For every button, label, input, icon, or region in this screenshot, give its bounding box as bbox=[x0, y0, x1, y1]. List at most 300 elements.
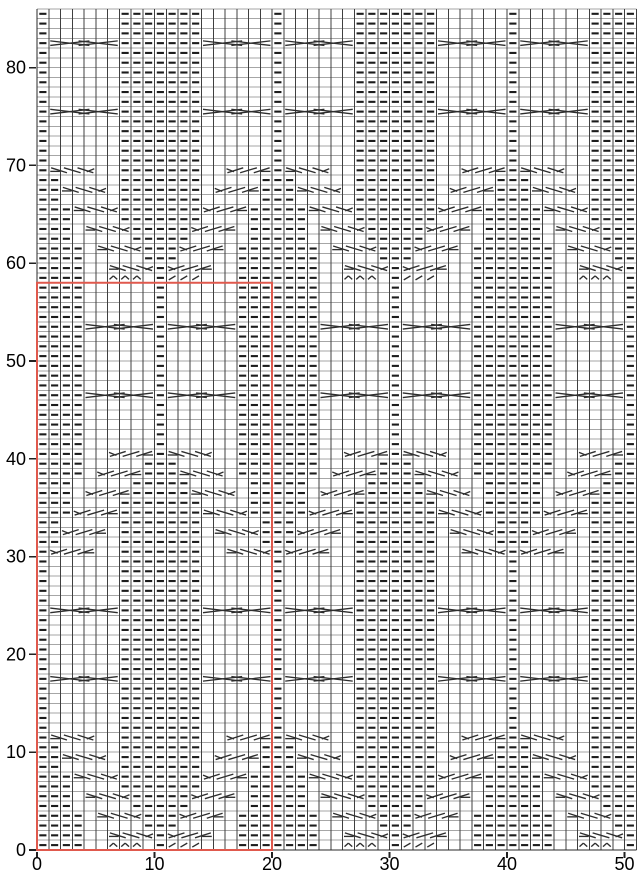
purl-dash bbox=[310, 384, 317, 386]
purl-dash bbox=[39, 277, 46, 279]
purl-dash bbox=[63, 815, 70, 817]
purl-dash bbox=[603, 746, 610, 748]
purl-dash bbox=[415, 639, 422, 641]
purl-dash bbox=[169, 71, 176, 73]
purl-dash bbox=[404, 130, 411, 132]
purl-dash bbox=[392, 208, 399, 210]
purl-dash bbox=[357, 756, 364, 758]
purl-dash bbox=[192, 13, 199, 15]
purl-dash bbox=[169, 52, 176, 54]
purl-dash bbox=[251, 277, 258, 279]
purl-dash bbox=[545, 287, 552, 289]
purl-dash bbox=[39, 697, 46, 699]
purl-dash bbox=[509, 199, 516, 201]
purl-dash bbox=[251, 502, 258, 504]
purl-dash bbox=[404, 208, 411, 210]
purl-dash bbox=[509, 296, 516, 298]
purl-dash bbox=[133, 727, 140, 729]
purl-dash bbox=[180, 629, 187, 631]
purl-dash bbox=[627, 238, 634, 240]
purl-dash bbox=[498, 746, 505, 748]
purl-dash bbox=[157, 717, 164, 719]
purl-dash bbox=[521, 541, 528, 543]
purl-dash bbox=[157, 355, 164, 357]
purl-dash bbox=[274, 805, 281, 807]
purl-dash bbox=[251, 365, 258, 367]
purl-dash bbox=[509, 238, 516, 240]
purl-dash bbox=[404, 717, 411, 719]
purl-dash bbox=[545, 296, 552, 298]
purl-dash bbox=[545, 453, 552, 455]
purl-dash bbox=[521, 844, 528, 846]
purl-dash bbox=[51, 316, 58, 318]
purl-dash bbox=[627, 844, 634, 846]
purl-dash bbox=[509, 394, 516, 396]
purl-dash bbox=[521, 492, 528, 494]
purl-dash bbox=[145, 179, 152, 181]
purl-dash bbox=[368, 560, 375, 562]
purl-dash bbox=[169, 150, 176, 152]
purl-dash bbox=[486, 492, 493, 494]
purl-dash bbox=[75, 424, 82, 426]
purl-dash bbox=[627, 746, 634, 748]
purl-dash bbox=[545, 472, 552, 474]
purl-dash bbox=[533, 218, 540, 220]
purl-dash bbox=[627, 727, 634, 729]
purl-dash bbox=[274, 238, 281, 240]
purl-dash bbox=[380, 23, 387, 25]
purl-dash bbox=[263, 776, 270, 778]
purl-dash bbox=[274, 159, 281, 161]
purl-dash bbox=[368, 42, 375, 44]
purl-dash bbox=[509, 140, 516, 142]
purl-dash bbox=[615, 707, 622, 709]
purl-dash bbox=[427, 600, 434, 602]
purl-dash bbox=[521, 375, 528, 377]
purl-dash bbox=[145, 541, 152, 543]
purl-dash bbox=[545, 326, 552, 328]
purl-dash bbox=[298, 296, 305, 298]
purl-dash bbox=[404, 560, 411, 562]
purl-dash bbox=[39, 23, 46, 25]
purl-dash bbox=[133, 101, 140, 103]
purl-dash bbox=[274, 23, 281, 25]
purl-dash bbox=[627, 101, 634, 103]
purl-dash bbox=[251, 316, 258, 318]
purl-dash bbox=[180, 62, 187, 64]
purl-dash bbox=[169, 668, 176, 670]
purl-dash bbox=[39, 296, 46, 298]
purl-dash bbox=[474, 834, 481, 836]
purl-dash bbox=[263, 756, 270, 758]
purl-dash bbox=[39, 639, 46, 641]
purl-dash bbox=[509, 345, 516, 347]
purl-dash bbox=[545, 375, 552, 377]
purl-dash bbox=[615, 825, 622, 827]
purl-dash bbox=[627, 688, 634, 690]
purl-dash bbox=[169, 707, 176, 709]
purl-dash bbox=[157, 140, 164, 142]
purl-dash bbox=[392, 570, 399, 572]
purl-dash bbox=[509, 580, 516, 582]
purl-dash bbox=[274, 717, 281, 719]
purl-dash bbox=[368, 756, 375, 758]
purl-dash bbox=[51, 541, 58, 543]
purl-dash bbox=[615, 756, 622, 758]
purl-dash bbox=[157, 316, 164, 318]
purl-dash bbox=[169, 13, 176, 15]
purl-dash bbox=[63, 785, 70, 787]
purl-dash bbox=[357, 130, 364, 132]
purl-dash bbox=[427, 111, 434, 113]
purl-dash bbox=[592, 600, 599, 602]
purl-dash bbox=[263, 316, 270, 318]
purl-dash bbox=[145, 199, 152, 201]
purl-dash bbox=[310, 355, 317, 357]
purl-dash bbox=[404, 658, 411, 660]
purl-dash bbox=[180, 609, 187, 611]
purl-dash bbox=[263, 404, 270, 406]
purl-dash bbox=[603, 551, 610, 553]
purl-dash bbox=[286, 375, 293, 377]
purl-dash bbox=[251, 375, 258, 377]
purl-dash bbox=[263, 267, 270, 269]
purl-dash bbox=[157, 169, 164, 171]
purl-dash bbox=[157, 472, 164, 474]
purl-dash bbox=[509, 433, 516, 435]
purl-dash bbox=[263, 179, 270, 181]
purl-dash bbox=[404, 502, 411, 504]
purl-dash bbox=[603, 717, 610, 719]
purl-dash bbox=[169, 257, 176, 259]
purl-dash bbox=[169, 472, 176, 474]
purl-dash bbox=[63, 394, 70, 396]
purl-dash bbox=[286, 453, 293, 455]
purl-dash bbox=[368, 697, 375, 699]
purl-dash bbox=[75, 404, 82, 406]
purl-dash bbox=[192, 32, 199, 34]
purl-dash bbox=[122, 727, 129, 729]
purl-dash bbox=[627, 414, 634, 416]
purl-dash bbox=[274, 492, 281, 494]
purl-dash bbox=[592, 120, 599, 122]
purl-dash bbox=[157, 668, 164, 670]
purl-dash bbox=[239, 834, 246, 836]
purl-dash bbox=[145, 521, 152, 523]
purl-dash bbox=[415, 111, 422, 113]
purl-dash bbox=[39, 746, 46, 748]
purl-dash bbox=[392, 776, 399, 778]
purl-dash bbox=[498, 541, 505, 543]
purl-dash bbox=[274, 13, 281, 15]
purl-dash bbox=[39, 678, 46, 680]
purl-dash bbox=[509, 424, 516, 426]
purl-dash bbox=[427, 648, 434, 650]
purl-dash bbox=[427, 658, 434, 660]
purl-dash bbox=[263, 424, 270, 426]
purl-dash bbox=[239, 472, 246, 474]
purl-dash bbox=[39, 159, 46, 161]
purl-dash bbox=[357, 208, 364, 210]
purl-dash bbox=[627, 834, 634, 836]
purl-dash bbox=[415, 795, 422, 797]
purl-dash bbox=[392, 394, 399, 396]
purl-dash bbox=[392, 120, 399, 122]
purl-dash bbox=[380, 463, 387, 465]
purl-dash bbox=[404, 71, 411, 73]
purl-dash bbox=[63, 825, 70, 827]
purl-dash bbox=[474, 336, 481, 338]
purl-dash bbox=[274, 208, 281, 210]
purl-dash bbox=[615, 247, 622, 249]
purl-dash bbox=[51, 218, 58, 220]
purl-dash bbox=[145, 648, 152, 650]
purl-dash bbox=[122, 717, 129, 719]
purl-dash bbox=[392, 482, 399, 484]
purl-dash bbox=[380, 169, 387, 171]
purl-dash bbox=[427, 707, 434, 709]
purl-dash bbox=[169, 81, 176, 83]
purl-dash bbox=[145, 472, 152, 474]
purl-dash bbox=[486, 384, 493, 386]
purl-dash bbox=[298, 404, 305, 406]
purl-dash bbox=[509, 404, 516, 406]
purl-dash bbox=[169, 120, 176, 122]
purl-dash bbox=[39, 560, 46, 562]
purl-dash bbox=[474, 453, 481, 455]
purl-dash bbox=[392, 91, 399, 93]
purl-dash bbox=[51, 531, 58, 533]
purl-dash bbox=[533, 257, 540, 259]
purl-dash bbox=[51, 785, 58, 787]
purl-dash bbox=[498, 404, 505, 406]
purl-dash bbox=[145, 101, 152, 103]
purl-dash bbox=[509, 629, 516, 631]
purl-dash bbox=[592, 560, 599, 562]
purl-dash bbox=[380, 512, 387, 514]
purl-dash bbox=[51, 776, 58, 778]
purl-dash bbox=[380, 159, 387, 161]
purl-dash bbox=[368, 590, 375, 592]
purl-dash bbox=[51, 805, 58, 807]
purl-dash bbox=[474, 365, 481, 367]
purl-dash bbox=[415, 101, 422, 103]
purl-dash bbox=[239, 404, 246, 406]
purl-dash bbox=[368, 482, 375, 484]
purl-dash bbox=[286, 531, 293, 533]
purl-dash bbox=[368, 805, 375, 807]
purl-dash bbox=[169, 815, 176, 817]
purl-dash bbox=[627, 453, 634, 455]
purl-dash bbox=[157, 130, 164, 132]
purl-dash bbox=[75, 375, 82, 377]
purl-dash bbox=[157, 658, 164, 660]
purl-dash bbox=[122, 785, 129, 787]
purl-dash bbox=[145, 492, 152, 494]
purl-dash bbox=[404, 482, 411, 484]
purl-dash bbox=[415, 590, 422, 592]
purl-dash bbox=[533, 247, 540, 249]
purl-dash bbox=[603, 648, 610, 650]
purl-dash bbox=[39, 130, 46, 132]
purl-dash bbox=[263, 815, 270, 817]
purl-dash bbox=[498, 805, 505, 807]
purl-dash bbox=[627, 424, 634, 426]
purl-dash bbox=[380, 668, 387, 670]
purl-dash bbox=[627, 570, 634, 572]
purl-dash bbox=[63, 306, 70, 308]
purl-dash bbox=[157, 776, 164, 778]
purl-dash bbox=[39, 805, 46, 807]
purl-dash bbox=[603, 639, 610, 641]
purl-dash bbox=[263, 805, 270, 807]
purl-dash bbox=[427, 159, 434, 161]
purl-dash bbox=[274, 179, 281, 181]
purl-dash bbox=[192, 697, 199, 699]
purl-dash bbox=[145, 238, 152, 240]
purl-dash bbox=[380, 111, 387, 113]
purl-dash bbox=[615, 23, 622, 25]
purl-dash bbox=[145, 62, 152, 64]
purl-dash bbox=[615, 208, 622, 210]
purl-dash bbox=[157, 688, 164, 690]
purl-dash bbox=[415, 658, 422, 660]
purl-dash bbox=[498, 502, 505, 504]
purl-dash bbox=[615, 531, 622, 533]
purl-dash bbox=[627, 697, 634, 699]
purl-dash bbox=[145, 776, 152, 778]
purl-dash bbox=[368, 639, 375, 641]
purl-dash bbox=[615, 609, 622, 611]
purl-dash bbox=[509, 111, 516, 113]
purl-dash bbox=[145, 736, 152, 738]
purl-dash bbox=[239, 345, 246, 347]
purl-dash bbox=[603, 130, 610, 132]
purl-dash bbox=[263, 208, 270, 210]
purl-dash bbox=[392, 101, 399, 103]
purl-dash bbox=[545, 424, 552, 426]
purl-dash bbox=[122, 570, 129, 572]
purl-dash bbox=[157, 296, 164, 298]
purl-dash bbox=[157, 502, 164, 504]
purl-dash bbox=[192, 678, 199, 680]
purl-dash bbox=[63, 326, 70, 328]
purl-dash bbox=[627, 375, 634, 377]
purl-dash bbox=[368, 23, 375, 25]
purl-dash bbox=[368, 766, 375, 768]
purl-dash bbox=[415, 62, 422, 64]
purl-dash bbox=[392, 267, 399, 269]
purl-dash bbox=[286, 433, 293, 435]
purl-dash bbox=[498, 384, 505, 386]
purl-dash bbox=[404, 746, 411, 748]
purl-dash bbox=[627, 208, 634, 210]
purl-dash bbox=[145, 756, 152, 758]
purl-dash bbox=[603, 101, 610, 103]
purl-dash bbox=[63, 805, 70, 807]
purl-dash bbox=[615, 238, 622, 240]
purl-dash bbox=[310, 472, 317, 474]
purl-dash bbox=[592, 776, 599, 778]
purl-dash bbox=[592, 746, 599, 748]
purl-dash bbox=[404, 218, 411, 220]
purl-dash bbox=[521, 472, 528, 474]
purl-dash bbox=[157, 62, 164, 64]
purl-dash bbox=[51, 463, 58, 465]
purl-dash bbox=[145, 32, 152, 34]
purl-dash bbox=[498, 825, 505, 827]
purl-dash bbox=[533, 795, 540, 797]
purl-dash bbox=[169, 42, 176, 44]
purl-dash bbox=[404, 580, 411, 582]
purl-dash bbox=[509, 766, 516, 768]
purl-dash bbox=[63, 472, 70, 474]
purl-dash bbox=[133, 482, 140, 484]
purl-dash bbox=[603, 795, 610, 797]
purl-dash bbox=[392, 277, 399, 279]
purl-dash bbox=[122, 512, 129, 514]
purl-dash bbox=[380, 208, 387, 210]
purl-dash bbox=[533, 453, 540, 455]
purl-dash bbox=[122, 658, 129, 660]
purl-dash bbox=[310, 306, 317, 308]
purl-dash bbox=[427, 91, 434, 93]
purl-dash bbox=[145, 609, 152, 611]
purl-dash bbox=[310, 247, 317, 249]
purl-dash bbox=[251, 492, 258, 494]
purl-dash bbox=[274, 52, 281, 54]
purl-dash bbox=[592, 81, 599, 83]
purl-dash bbox=[298, 394, 305, 396]
purl-dash bbox=[157, 384, 164, 386]
purl-dash bbox=[427, 766, 434, 768]
purl-dash bbox=[122, 208, 129, 210]
purl-dash bbox=[392, 688, 399, 690]
purl-dash bbox=[545, 815, 552, 817]
purl-dash bbox=[615, 776, 622, 778]
purl-dash bbox=[122, 766, 129, 768]
purl-dash bbox=[509, 531, 516, 533]
purl-dash bbox=[380, 756, 387, 758]
purl-dash bbox=[509, 130, 516, 132]
purl-dash bbox=[169, 570, 176, 572]
purl-dash bbox=[357, 717, 364, 719]
purl-dash bbox=[39, 727, 46, 729]
purl-dash bbox=[180, 776, 187, 778]
purl-dash bbox=[192, 179, 199, 181]
purl-dash bbox=[63, 433, 70, 435]
purl-dash bbox=[509, 13, 516, 15]
purl-dash bbox=[404, 531, 411, 533]
purl-dash bbox=[180, 199, 187, 201]
purl-dash bbox=[392, 551, 399, 553]
purl-dash bbox=[427, 668, 434, 670]
purl-dash bbox=[368, 531, 375, 533]
purl-dash bbox=[592, 42, 599, 44]
purl-dash bbox=[474, 345, 481, 347]
purl-dash bbox=[486, 365, 493, 367]
purl-dash bbox=[627, 62, 634, 64]
purl-dash bbox=[39, 199, 46, 201]
purl-dash bbox=[380, 199, 387, 201]
purl-dash bbox=[251, 472, 258, 474]
purl-dash bbox=[392, 111, 399, 113]
purl-dash bbox=[392, 71, 399, 73]
purl-dash bbox=[592, 91, 599, 93]
purl-dash bbox=[39, 91, 46, 93]
purl-dash bbox=[592, 736, 599, 738]
purl-dash bbox=[63, 257, 70, 259]
